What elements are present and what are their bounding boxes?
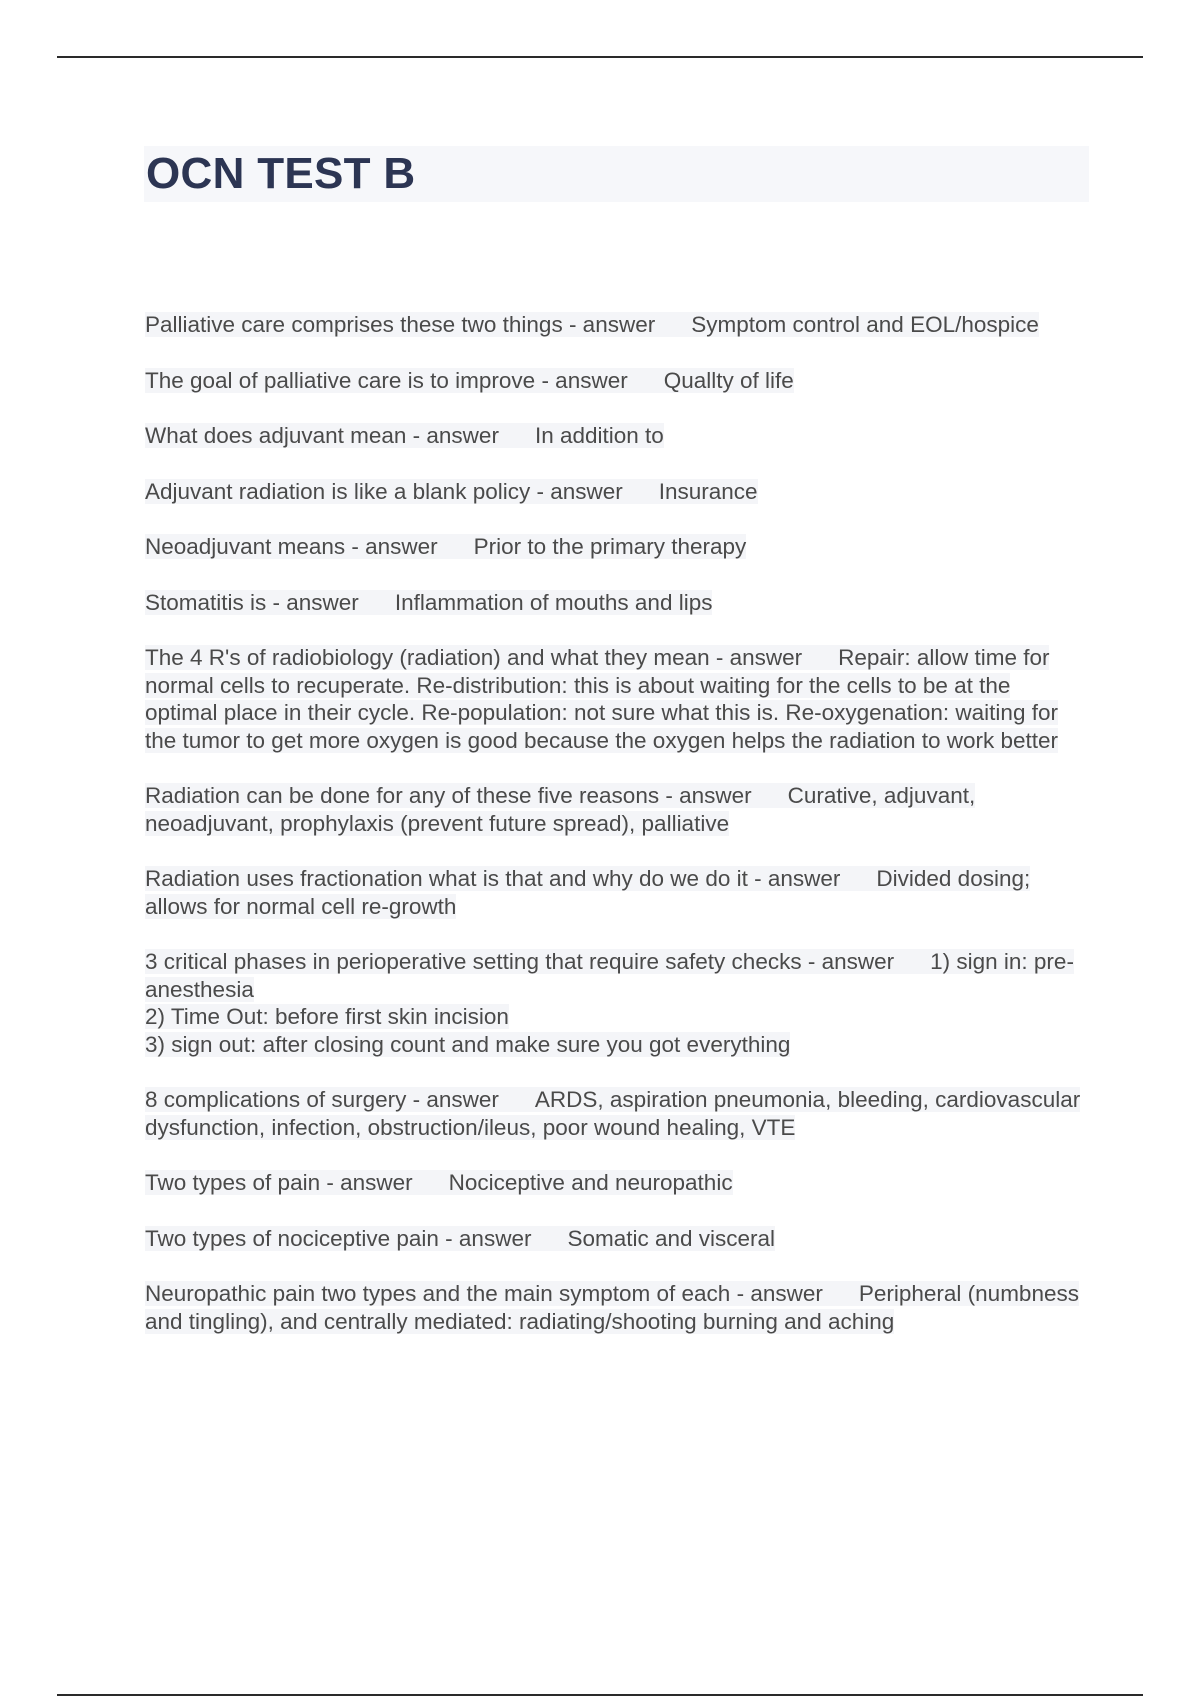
qa-answer: ARDS, aspiration pneumonia, bleeding, cardiovascular dysfunction, infection, obstruction/ileus, poor wound healing, VTE	[145, 1087, 1081, 1140]
bottom-rule	[57, 1694, 1143, 1696]
qa-item	[145, 367, 1085, 395]
qa-item	[145, 782, 1085, 837]
qa-question: Two types of nociceptive pain - answer	[145, 1225, 532, 1251]
qa-question: 8 complications of surgery - answer	[145, 1087, 499, 1112]
qa-answer: Prior to the primary therapy	[473, 534, 747, 559]
qa-item	[145, 478, 1085, 506]
qa-question: 3 critical phases in perioperative setting that require safety checks - answer	[145, 949, 895, 974]
qa-question: Radiation uses fractionation what is that and why do we do it - answer	[145, 866, 841, 891]
qa-answer: Somatic and visceral	[567, 1225, 776, 1251]
qa-answer: Insurance	[658, 478, 758, 504]
qa-list	[145, 311, 1085, 1363]
qa-item	[145, 948, 1085, 1058]
qa-item	[145, 311, 1085, 339]
qa-answer: In addition to	[534, 423, 664, 448]
qa-item	[145, 644, 1085, 754]
qa-answer: Symptom control and EOL/hospice	[691, 312, 1039, 337]
qa-item	[145, 1225, 1085, 1253]
qa-answer: Inflammation of mouths and lips	[394, 589, 713, 615]
qa-question: Two types of pain - answer	[145, 1170, 413, 1195]
qa-question: Stomatitis is - answer	[145, 589, 359, 615]
top-rule	[57, 56, 1143, 58]
qa-question: The 4 R's of radiobiology (radiation) and what they mean - answer	[145, 645, 803, 670]
qa-question: Neuropathic pain two types and the main symptom of each - answer	[145, 1281, 823, 1306]
qa-question: Neoadjuvant means - answer	[145, 534, 438, 559]
qa-item	[145, 1280, 1085, 1335]
qa-answer: Quallty of life	[663, 367, 794, 393]
qa-question: What does adjuvant mean - answer	[145, 423, 499, 448]
qa-item	[145, 422, 1085, 450]
qa-item	[145, 589, 1085, 617]
qa-answer: Nociceptive and neuropathic	[448, 1170, 733, 1195]
qa-answer: Peripheral (numbness and tingling), and centrally mediated: radiating/shooting burning and aching	[145, 1281, 1079, 1334]
qa-question: Adjuvant radiation is like a blank policy - answer	[145, 478, 623, 504]
qa-answer: Divided dosing; allows for normal cell re-growth	[145, 866, 1031, 919]
qa-answer: Curative, adjuvant, neoadjuvant, prophylaxis (prevent future spread), palliative	[145, 783, 976, 836]
qa-item	[145, 533, 1085, 561]
qa-item	[145, 865, 1085, 920]
qa-answer: Repair: allow time for normal cells to recuperate. Re-distribution: this is about waiting for the cells to be at the optimal place in their cycle. Re-population: not sure what this is. Re-oxygenation: waiting for the tumor to get more oxygen is good because the oxygen helps the radiation to work better	[145, 645, 1059, 753]
qa-question: Palliative care comprises these two things - answer	[145, 312, 656, 337]
qa-answer: 1) sign in: pre-anesthesia 2) Time Out: before first skin incision 3) sign out: after closing count and make sure you got everything	[145, 949, 1074, 1057]
qa-question: The goal of palliative care is to improve - answer	[145, 367, 628, 393]
qa-item	[145, 1169, 1085, 1197]
qa-item	[145, 1086, 1085, 1141]
qa-question: Radiation can be done for any of these five reasons - answer	[145, 783, 752, 808]
page-title: OCN TEST B	[146, 149, 416, 198]
